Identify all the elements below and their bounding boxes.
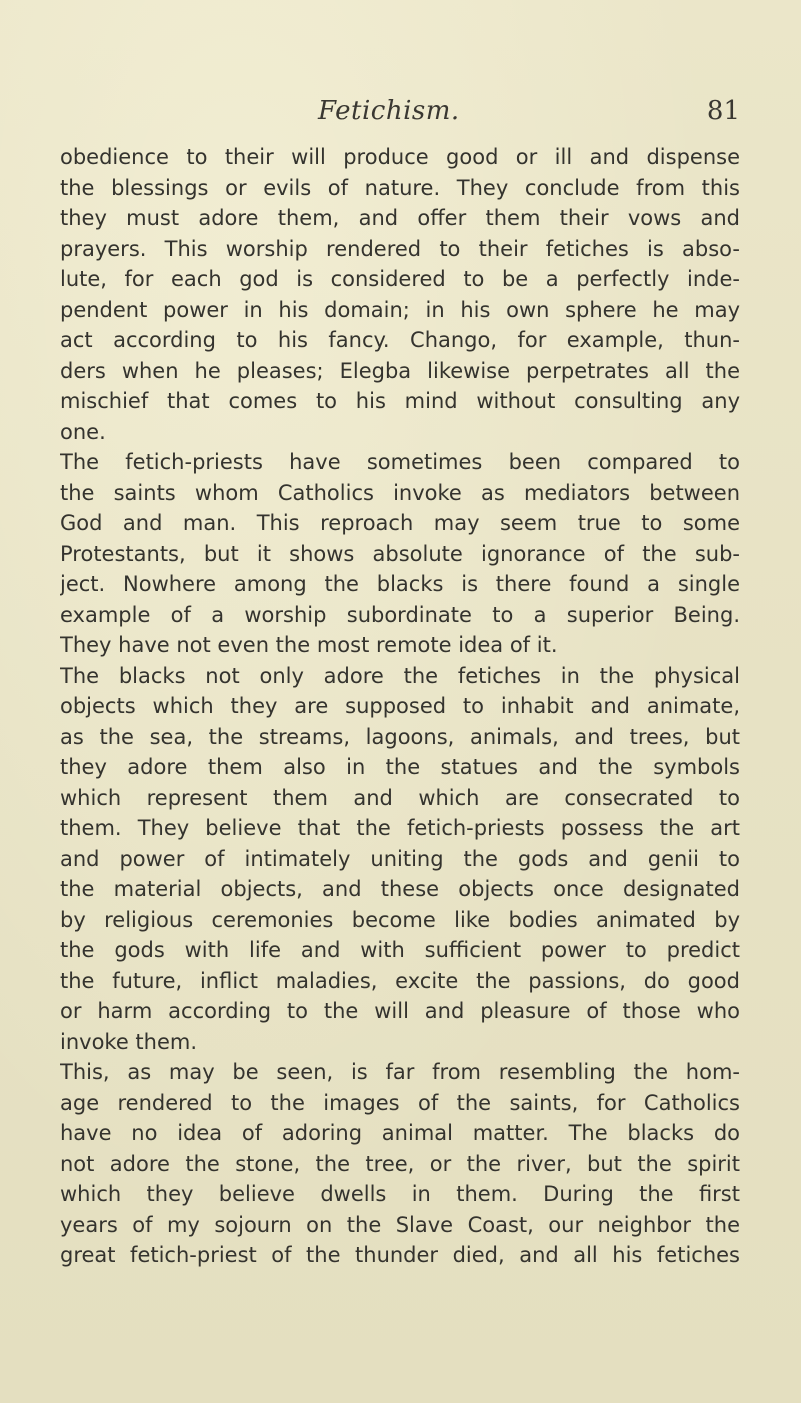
- text-line: They have not even the most remote idea of it.: [60, 633, 558, 657]
- text-line: This, as may be seen, is far from resembling the hom-: [60, 1060, 740, 1084]
- body-text: [60, 142, 740, 1271]
- text-line: act according to his fancy. Chango, for example, thun-: [60, 328, 740, 352]
- text-line: ject. Nowhere among the blacks is there found a single: [60, 572, 740, 596]
- text-line: objects which they are supposed to inhabit and animate,: [60, 694, 740, 718]
- text-line: God and man. This reproach may seem true to some: [60, 511, 740, 535]
- running-head: [60, 96, 740, 136]
- text-line: Protestants, but it shows absolute ignorance of the sub-: [60, 541, 740, 566]
- text-line: The blacks not only adore the fetiches in the physical: [60, 663, 740, 688]
- page-number: 81: [706, 96, 740, 126]
- text-line: ders when he pleases; Elegba likewise perpetrates all the: [60, 358, 740, 383]
- text-line: the gods with life and with sufficient power to predict: [60, 938, 740, 962]
- text-line: lute, for each god is considered to be a perfectly inde-: [60, 267, 740, 291]
- text-line: they must adore them, and offer them their vows and: [60, 206, 740, 230]
- running-title: Fetichism.: [318, 96, 460, 126]
- text-line: obedience to their will produce good or ill and dispense: [60, 145, 740, 169]
- text-line: great fetich-priest of the thunder died, and all his fetiches: [60, 1243, 740, 1267]
- text-line: have no idea of adoring animal matter. The blacks do: [60, 1121, 740, 1145]
- text-line: invoke them.: [60, 1029, 198, 1054]
- text-line: age rendered to the images of the saints, for Catholics: [60, 1090, 740, 1115]
- text-line: the blessings or evils of nature. They conclude from this: [60, 175, 740, 200]
- text-line: the saints whom Catholics invoke as mediators between: [60, 480, 740, 505]
- text-line: The fetich-priests have sometimes been compared to: [60, 450, 740, 474]
- text-line: pendent power in his domain; in his own sphere he may: [60, 297, 740, 322]
- text-line: them. They believe that the fetich-priests possess the art: [60, 816, 740, 840]
- text-line: mischief that comes to his mind without consulting any: [60, 389, 740, 413]
- text-line: the material objects, and these objects once designated: [60, 877, 740, 901]
- text-line: or harm according to the will and pleasure of those who: [60, 999, 740, 1023]
- text-line: which they believe dwells in them. During the first: [60, 1182, 740, 1206]
- text-line: one.: [60, 419, 106, 444]
- text-line: the future, inflict maladies, excite the passions, do good: [60, 968, 740, 993]
- text-line: and power of intimately uniting the gods and genii to: [60, 846, 740, 871]
- text-line: example of a worship subordinate to a superior Being.: [60, 602, 740, 627]
- text-line: they adore them also in the statues and the symbols: [60, 755, 740, 779]
- text-line: years of my sojourn on the Slave Coast, our neighbor the: [60, 1212, 740, 1237]
- text-line: not adore the stone, the tree, or the river, but the spirit: [60, 1151, 740, 1176]
- text-line: prayers. This worship rendered to their fetiches is abso-: [60, 236, 740, 261]
- text-line: as the sea, the streams, lagoons, animals, and trees, but: [60, 724, 740, 749]
- text-line: which represent them and which are consecrated to: [60, 785, 740, 810]
- text-line: by religious ceremonies become like bodies animated by: [60, 907, 740, 932]
